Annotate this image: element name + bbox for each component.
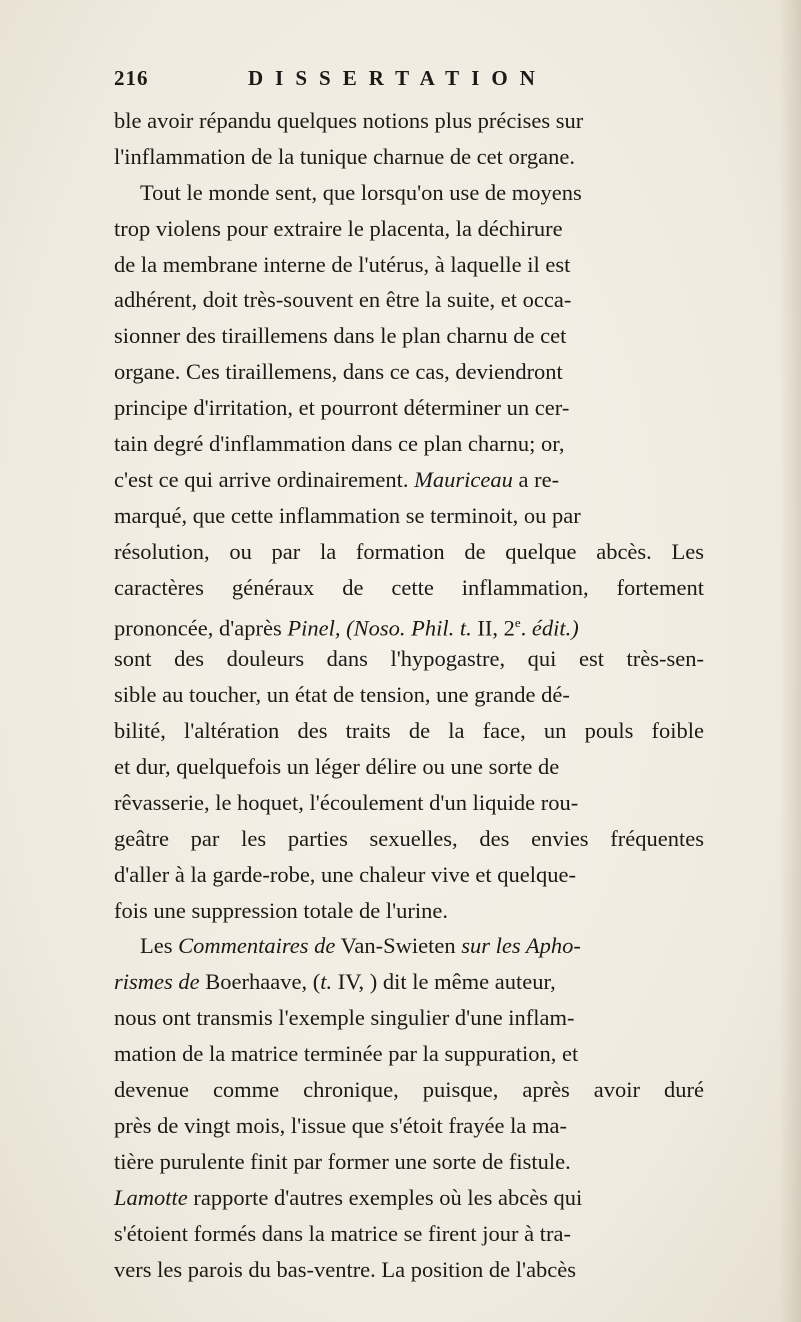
- italic-text: sur les Apho-: [461, 933, 581, 959]
- body-text: [114, 103, 704, 1287]
- text-segment: s'étoient formés dans la matrice se firent jour à tra-: [114, 1220, 571, 1246]
- italic-text: édit.): [531, 615, 579, 641]
- text-line: [114, 1216, 704, 1252]
- text-segment: Boerhaave, (: [199, 969, 321, 995]
- text-segment: prononcée, d'après: [114, 615, 288, 641]
- text-line: [114, 928, 704, 964]
- text-line: [114, 821, 704, 857]
- text-line: [114, 247, 704, 283]
- text-line: [114, 641, 704, 677]
- text-line: [114, 282, 704, 318]
- text-line: [114, 211, 704, 247]
- text-line: [114, 318, 704, 354]
- text-segment: e: [514, 615, 521, 631]
- text-segment: Van-Swieten: [335, 933, 462, 959]
- text-segment: Les: [140, 933, 179, 959]
- text-segment: mation de la matrice terminée par la suppuration, et: [114, 1041, 579, 1067]
- page-edge-shadow: [779, 0, 801, 1322]
- text-line: [114, 1252, 704, 1288]
- text-segment: caractères généraux de cette inflammation, fortement: [114, 574, 704, 600]
- text-segment: rapporte d'autres exemples où les abcès qui: [187, 1184, 583, 1210]
- text-segment: sionner des tiraillemens dans le plan charnu de cet: [114, 323, 567, 349]
- text-segment: l'inflammation de la tunique charnue de cet organe.: [114, 143, 575, 169]
- text-segment: ble avoir répandu quelques notions plus précises sur: [114, 108, 584, 133]
- text-segment: et dur, quelquefois un léger délire ou une sorte de: [114, 754, 560, 780]
- italic-text: Pinel, (Noso. Phil. t.: [287, 615, 472, 641]
- text-line: [114, 785, 704, 821]
- text-line: [114, 1036, 704, 1072]
- text-segment: fois une suppression totale de l'urine.: [114, 897, 448, 923]
- text-line: [114, 1072, 704, 1108]
- text-segment: principe d'irritation, et pourront déterminer un cer-: [114, 395, 570, 421]
- italic-text: rismes de: [114, 969, 200, 995]
- text-segment: II, 2: [471, 615, 515, 641]
- text-line: [114, 1180, 704, 1216]
- text-line: [114, 354, 704, 390]
- text-segment: Tout le monde sent, que lorsqu'on use de moyens: [140, 179, 582, 205]
- running-head: [114, 66, 714, 98]
- text-line: [114, 1000, 704, 1036]
- text-segment: devenue comme chronique, puisque, après avoir duré: [114, 1077, 704, 1103]
- text-line: [114, 175, 704, 211]
- text-segment: c'est ce qui arrive ordinairement.: [114, 466, 415, 492]
- text-segment: trop violens pour extraire le placenta, la déchirure: [114, 215, 563, 241]
- text-line: [114, 1108, 704, 1144]
- text-segment: geâtre par les parties sexuelles, des envies fréquentes: [114, 825, 704, 851]
- text-line: [114, 713, 704, 749]
- text-line: [114, 390, 704, 426]
- text-segment: bilité, l'altération des traits de la face, un pouls foible: [114, 718, 704, 744]
- text-segment: sont des douleurs dans l'hypogastre, qui est très-sen-: [114, 646, 704, 672]
- text-line: [114, 605, 704, 641]
- text-segment: tière purulente finit par former une sorte de fistule.: [114, 1148, 571, 1174]
- text-segment: organe. Ces tiraillemens, dans ce cas, deviendront: [114, 359, 563, 385]
- text-segment: IV, ) dit le même auteur,: [332, 969, 556, 995]
- text-segment: nous ont transmis l'exemple singulier d'une inflam-: [114, 1005, 575, 1031]
- text-line: [114, 462, 704, 498]
- text-segment: .: [520, 615, 532, 641]
- text-line: [114, 1144, 704, 1180]
- text-line: [114, 426, 704, 462]
- text-segment: sible au toucher, un état de tension, une grande dé-: [114, 682, 570, 708]
- text-line: [114, 139, 704, 175]
- italic-text: t.: [320, 969, 333, 995]
- italic-text: Commentaires de: [178, 933, 336, 959]
- text-segment: marqué, que cette inflammation se terminoit, ou par: [114, 502, 581, 528]
- text-segment: résolution, ou par la formation de quelque abcès. Les: [114, 538, 704, 564]
- text-segment: adhérent, doit très-souvent en être la suite, et occa-: [114, 287, 572, 313]
- text-segment: d'aller à la garde-robe, une chaleur vive et quelque-: [114, 861, 576, 887]
- page-number: 216: [114, 66, 149, 90]
- text-line: [114, 893, 704, 929]
- text-line: [114, 857, 704, 893]
- text-line: [114, 964, 704, 1000]
- text-segment: près de vingt mois, l'issue que s'étoit frayée la ma-: [114, 1112, 567, 1138]
- italic-text: Mauriceau: [414, 466, 513, 492]
- text-segment: rêvasserie, le hoquet, l'écoulement d'un liquide rou-: [114, 789, 579, 815]
- text-line: [114, 749, 704, 785]
- text-line: [114, 498, 704, 534]
- text-segment: a re-: [512, 466, 560, 492]
- running-title: DISSERTATION: [248, 66, 547, 90]
- text-segment: de la membrane interne de l'utérus, à laquelle il est: [114, 251, 571, 277]
- text-segment: vers les parois du bas-ventre. La position de l'abcès: [114, 1256, 577, 1282]
- text-segment: tain degré d'inflammation dans ce plan charnu; or,: [114, 431, 565, 457]
- text-line: [114, 534, 704, 570]
- text-line: [114, 103, 704, 139]
- text-line: [114, 677, 704, 713]
- text-line: [114, 570, 704, 606]
- italic-text: Lamotte: [114, 1184, 188, 1210]
